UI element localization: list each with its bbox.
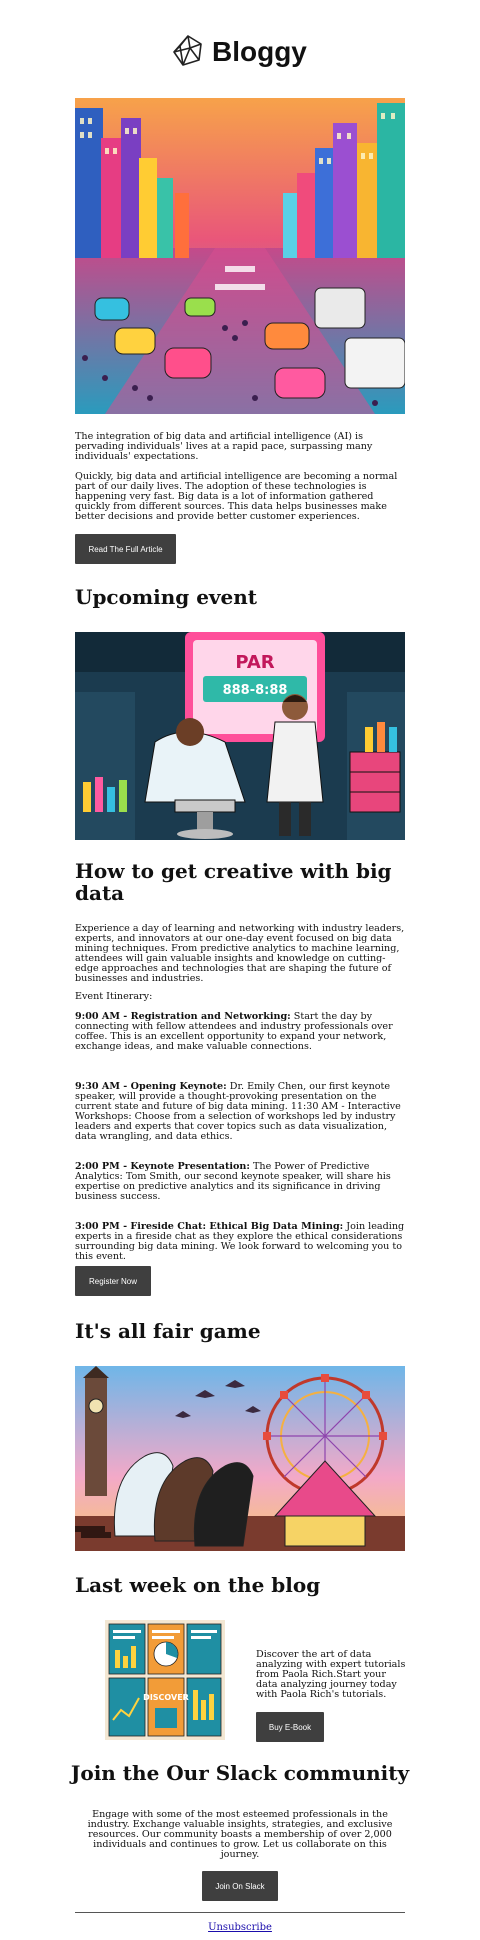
itinerary-time: 2:00 PM - Keynote Presentation: [75, 1161, 250, 1172]
event-title: How to get creative with big data [75, 859, 392, 905]
blog-poster-image[interactable] [105, 1620, 225, 1740]
fair-game-heading: It's all fair game [75, 1319, 261, 1343]
itinerary-text: Start the day by connecting with fellow attendees and industry professionals over coffee. This is an excellent opportunity to expand your network, exchange ideas, and make valuable connections. [75, 1011, 393, 1052]
bloggy-logo-icon [171, 34, 205, 68]
itinerary-text: The Power of Predictive Analytics: Tom Smith, our second keynote speaker, will share his expertise on predictive analytics and its significance in driving business success. [75, 1161, 391, 1202]
intro-paragraph-1: The integration of big data and artificial intelligence (AI) is pervading individuals' lives at a rapid pace, surpassing many individuals' expectations. [75, 431, 373, 462]
itinerary-item [75, 1082, 405, 1142]
upcoming-event-heading: Upcoming event [75, 585, 258, 609]
itinerary-item [75, 1012, 405, 1052]
svg-text:PAR: PAR [235, 652, 275, 673]
itinerary-time: 3:00 PM - Fireside Chat: Ethical Big Data Mining: [75, 1221, 344, 1232]
event-itinerary-label: Event Itinerary: [75, 991, 153, 1002]
brand-name[interactable]: Bloggy [212, 36, 307, 67]
slack-description: Engage with some of the most esteemed professionals in the industry. Exchange valuable insights, strategies, and exclusive resources. Our community boasts a membership of over 2,000 individuals and continues to grow. Let us collaborate on this journey. [87, 1809, 393, 1860]
header [0, 30, 480, 74]
join-slack-button[interactable]: Join On Slack [202, 1871, 278, 1901]
blog-description: Discover the art of data analyzing with expert tutorials from Paola Rich.Start your data analyzing journey today with Paola Rich's tutorials. [256, 1649, 406, 1700]
carnival-image [75, 1366, 405, 1551]
unsubscribe-link[interactable]: Unsubscribe [208, 1922, 272, 1933]
itinerary-time: 9:30 AM - Opening Keynote: [75, 1081, 227, 1092]
register-now-button[interactable]: Register Now [75, 1266, 151, 1296]
itinerary-item [75, 1222, 405, 1262]
barbershop-sign-text: 888-8:88 [222, 683, 288, 698]
itinerary-text: Join leading experts in a fireside chat as they explore the ethical considerations surrounding big data mining. We look forward to welcoming you to this event. [75, 1221, 405, 1262]
itinerary-text: Dr. Emily Chen, our first keynote speaker, will provide a thought-provoking presentation on the current state and future of big data mining. 11:30 AM - Interactive Workshops: Choose from a selection of workshops led by industry leaders and experts that cover topics such as data visualization, data wrangling, and data ethics. [75, 1081, 401, 1142]
intro-paragraph-2: Quickly, big data and artificial intelligence are becoming a normal part of our daily lives. The adoption of these technologies is happening very fast. Big data is a lot of information gathered quickly from different sources. This data helps businesses make better decisions and provide better customer experiences. [75, 471, 398, 522]
slack-heading: Join the Our Slack community [70, 1761, 410, 1785]
buy-ebook-button[interactable]: Buy E-Book [256, 1712, 324, 1742]
barbershop-image [75, 632, 405, 840]
itinerary-item [75, 1162, 405, 1202]
poster-word: DISCOVER [143, 1693, 189, 1702]
itinerary-time: 9:00 AM - Registration and Networking: [75, 1011, 291, 1022]
read-full-article-button[interactable]: Read The Full Article [75, 534, 176, 564]
footer-divider [75, 1912, 405, 1913]
blog-heading: Last week on the blog [75, 1573, 321, 1597]
hero-city-image [75, 98, 405, 414]
event-description: Experience a day of learning and networking with industry leaders, experts, and innovators at our one-day event focused on big data mining techniques. From predictive analytics to machine learning, attendees will gain valuable insights and knowledge on cutting-edge approaches and technologies that are shaping the future of businesses and industries. [75, 923, 405, 984]
